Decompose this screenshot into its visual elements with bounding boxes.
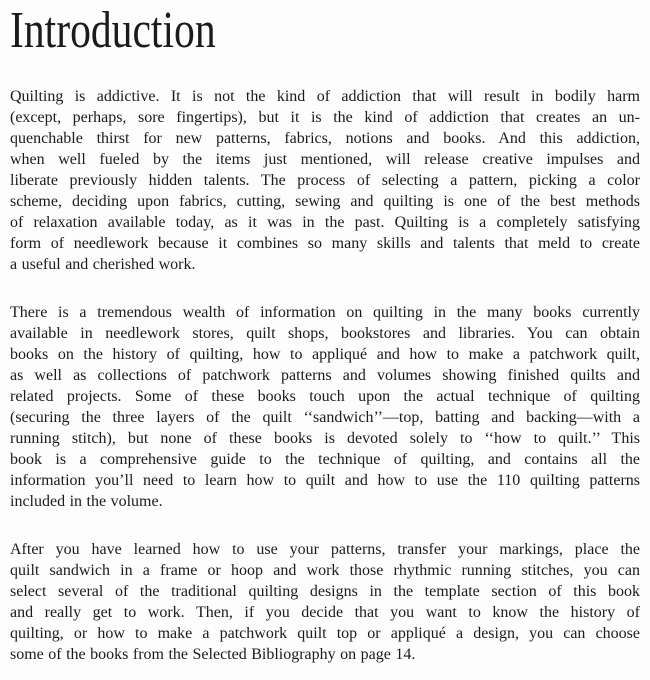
text-line: of relaxation available today, as it was in the past. Quilting is a completely satisfying [10,214,640,231]
paragraph [10,539,640,665]
text-line: some of the books from the Selected Bibliography on page 14. [10,646,416,663]
text-line: included in the volume. [10,493,163,510]
paragraph [10,302,640,512]
text-line: There is a tremendous wealth of information on quilting in the many books currently [10,304,640,321]
text-line: form of needlework because it combines so many skills and talents that meld to create [10,235,640,252]
text-line: information you’ll need to learn how to quilt and how to use the 110 quilting patterns [10,472,640,489]
text-line: scheme, deciding upon fabrics, cutting, sewing and quilting is one of the best methods [10,193,640,210]
text-line: quilting, or how to make a patchwork quilt top or appliqué a design, you can choose [10,625,640,642]
text-line: books on the history of quilting, how to appliqué and how to make a patchwork quilt, [10,346,640,363]
text-line: quilt sandwich in a frame or hoop and work those rhythmic running stitches, you can [10,562,640,579]
text-line: when well fueled by the items just mentioned, will release creative impulses and [10,151,640,168]
text-line: liberate previously hidden talents. The process of selecting a pattern, picking a color [10,172,640,189]
text-line: and really get to work. Then, if you decide that you want to know the history of [10,604,640,621]
text-line: (except, perhaps, sore fingertips), but it is the kind of addiction that creates an un- [10,109,640,126]
text-line: Quilting is addictive. It is not the kind of addiction that will result in bodily harm [10,88,640,105]
text-line: quenchable thirst for new patterns, fabrics, notions and books. And this addiction, [10,130,640,147]
paragraph [10,86,640,275]
text-line: available in needlework stores, quilt shops, bookstores and libraries. You can obtain [10,325,640,342]
text-line: select several of the traditional quilting designs in the template section of this book [10,583,640,600]
text-line: as well as collections of patchwork patterns and volumes showing finished quilts and [10,367,640,384]
text-line: related projects. Some of these books touch upon the actual technique of quilting [10,388,640,405]
page-title: Introduction [10,2,216,59]
text-line: After you have learned how to use your patterns, transfer your markings, place the [10,541,640,558]
text-line: running stitch), but none of these books is devoted solely to ‘‘how to quilt.’’ This [10,430,640,447]
text-line: a useful and cherished work. [10,256,196,273]
body-text [10,86,640,665]
text-line: book is a comprehensive guide to the technique of quilting, and contains all the [10,451,640,468]
text-line: (securing the three layers of the quilt ‘‘sandwich’’—top, batting and backing—with a [10,409,640,426]
